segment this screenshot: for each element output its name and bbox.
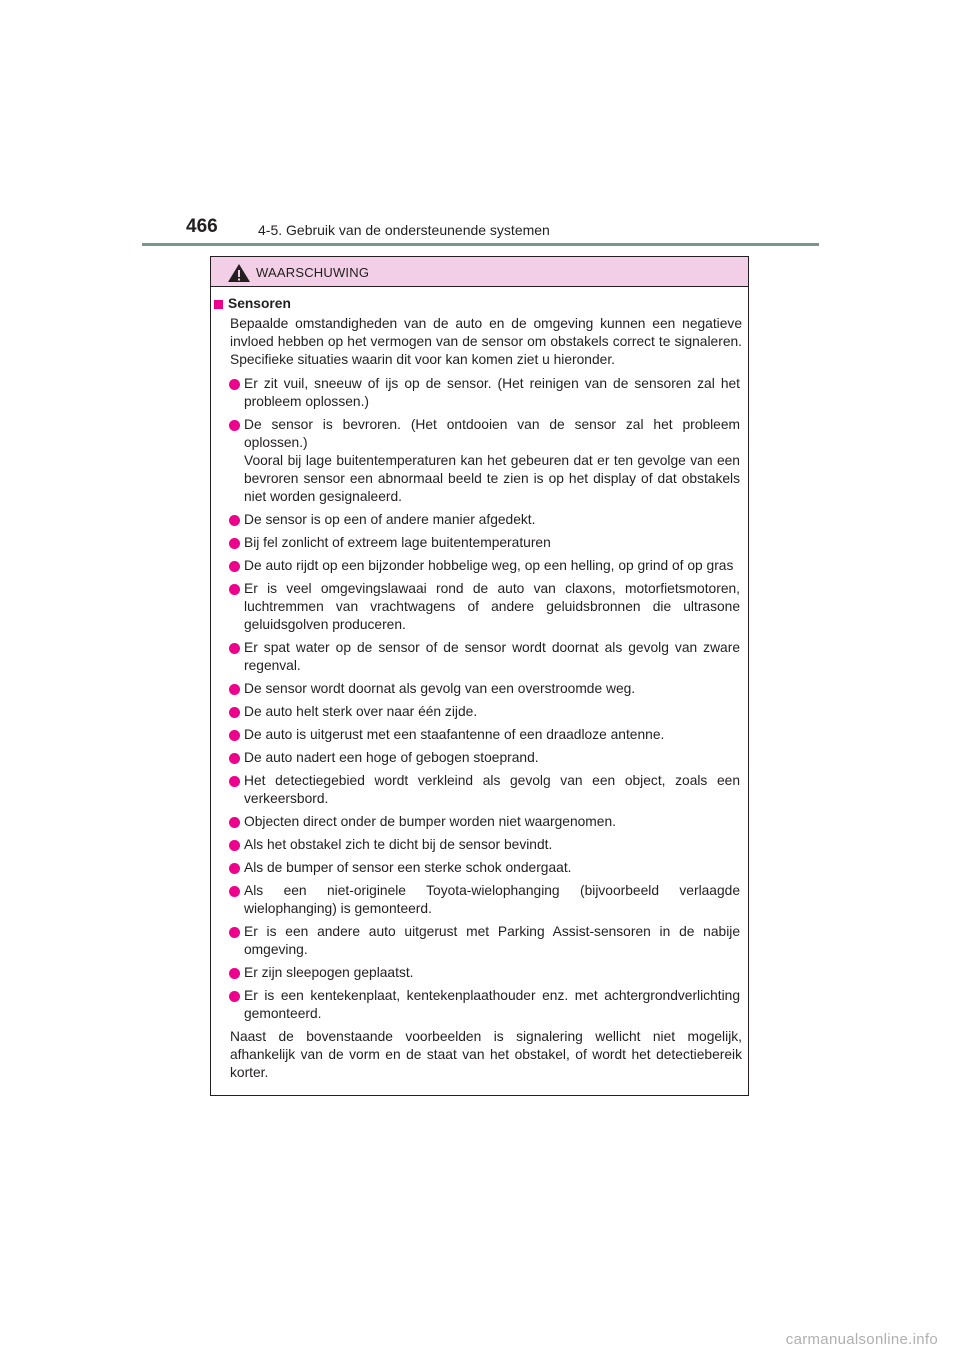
bullet-icon [229, 863, 240, 874]
bullet-icon [229, 730, 240, 741]
closing-paragraph: Naast de bovenstaande voorbeelden is signalering wellicht niet mogelijk, afhankelijk van de vorm en de staat van het obstakel, of wordt het detectiebereik korter. [230, 1029, 742, 1080]
warning-box [210, 256, 749, 1096]
list-item-text: De auto nadert een hoge of gebogen stoeprand. [244, 750, 539, 765]
bullet-icon [229, 968, 240, 979]
list-item [244, 987, 742, 1023]
subheading-text: Sensoren [228, 296, 291, 311]
list-item [244, 639, 742, 675]
bullet-icon [229, 707, 240, 718]
list-item-text: Er zijn sleepogen geplaatst. [244, 965, 414, 980]
bullet-icon [229, 561, 240, 572]
list-item [244, 859, 742, 877]
list-item [244, 813, 742, 831]
bullet-icon [229, 817, 240, 828]
list-item-text: De sensor is bevroren. (Het ontdooien van de sensor zal het probleem oplossen.) Vooral bij lage buitentemperaturen kan het gebeuren dat er ten gevolge van een bevroren sensor een abnormaal beeld te zien is op het display of dat obstakels niet worden gesignaleerd. [244, 417, 740, 504]
bullet-icon [229, 643, 240, 654]
list-item-text: De auto helt sterk over naar één zijde. [244, 704, 478, 719]
list-item-text: Er is een kentekenplaat, kentekenplaathouder enz. met achtergrondverlichting gemonteerd. [244, 988, 740, 1021]
list-item [244, 680, 742, 698]
list-item [244, 749, 742, 767]
warning-body [211, 287, 748, 1082]
header-rule [142, 243, 819, 246]
list-item [244, 964, 742, 982]
list-item-text: De sensor is op een of andere manier afgedekt. [244, 512, 536, 527]
list-item [244, 580, 742, 634]
list-item [244, 882, 742, 918]
bullet-icon [229, 684, 240, 695]
intro-paragraph: Bepaalde omstandigheden van de auto en de omgeving kunnen een negatieve invloed hebben op het vermogen van de sensor om obstakels correct te signaleren. Specifieke situaties waarin dit voor kan komen ziet u hieronder. [230, 316, 742, 367]
subheading [213, 295, 742, 313]
list-item [244, 511, 742, 529]
list-item [244, 703, 742, 721]
list-item [244, 534, 742, 552]
list-item-text: Er is een andere auto uitgerust met Parking Assist-sensoren in de nabije omgeving. [244, 924, 740, 957]
bullet-icon [229, 927, 240, 938]
list-item [244, 772, 742, 808]
list-item [244, 416, 742, 506]
list-item-text: Objecten direct onder de bumper worden niet waargenomen. [244, 814, 616, 829]
list-item [244, 836, 742, 854]
bullet-icon [229, 840, 240, 851]
bullet-icon [229, 753, 240, 764]
bullet-icon [229, 515, 240, 526]
bullet-icon [229, 886, 240, 897]
list-item-text: Als een niet-originele Toyota-wielophanging (bijvoorbeeld verlaagde wielophanging) is gemonteerd. [244, 883, 740, 916]
list-item-text: Als het obstakel zich te dicht bij de sensor bevindt. [244, 837, 553, 852]
list-item [244, 923, 742, 959]
list-item-text: De auto rijdt op een bijzonder hobbelige weg, op een helling, op grind of op gras [244, 558, 734, 573]
list-item-text: De sensor wordt doornat als gevolg van een overstroomde weg. [244, 681, 636, 696]
list-item-text: Er zit vuil, sneeuw of ijs op de sensor. (Het reinigen van de sensoren zal het probleem oplossen.) [244, 376, 740, 409]
warning-triangle-icon [227, 263, 251, 283]
square-bullet-icon [214, 300, 223, 309]
list-item [244, 726, 742, 744]
list-item-text: Er is veel omgevingslawaai rond de auto van claxons, motorfietsmotoren, luchtremmen van vrachtwagens of andere geluidsbronnen die ultrasone geluidsgolven produceren. [244, 581, 740, 632]
section-title: 4-5. Gebruik van de ondersteunende systemen [258, 222, 550, 238]
warning-title: WAARSCHUWING [256, 265, 370, 280]
bullet-icon [229, 776, 240, 787]
list-item [244, 557, 742, 575]
list-item [244, 375, 742, 411]
bullet-icon [229, 420, 240, 431]
watermark: carmanualsonline.info [785, 1331, 938, 1348]
list-item-text: Er spat water op de sensor of de sensor wordt doornat als gevolg van zware regenval. [244, 640, 740, 673]
bullet-icon [229, 379, 240, 390]
page-number: 466 [186, 216, 218, 237]
bullet-icon [229, 584, 240, 595]
bullet-icon [229, 991, 240, 1002]
warning-list [213, 375, 742, 1023]
list-item-text: Het detectiegebied wordt verkleind als gevolg van een object, zoals een verkeersbord. [244, 773, 740, 806]
warning-header [211, 257, 748, 287]
list-item-text: Bij fel zonlicht of extreem lage buitentemperaturen [244, 535, 551, 550]
bullet-icon [229, 538, 240, 549]
list-item-text: De auto is uitgerust met een staafantenne of een draadloze antenne. [244, 727, 665, 742]
list-item-text: Als de bumper of sensor een sterke schok ondergaat. [244, 860, 572, 875]
